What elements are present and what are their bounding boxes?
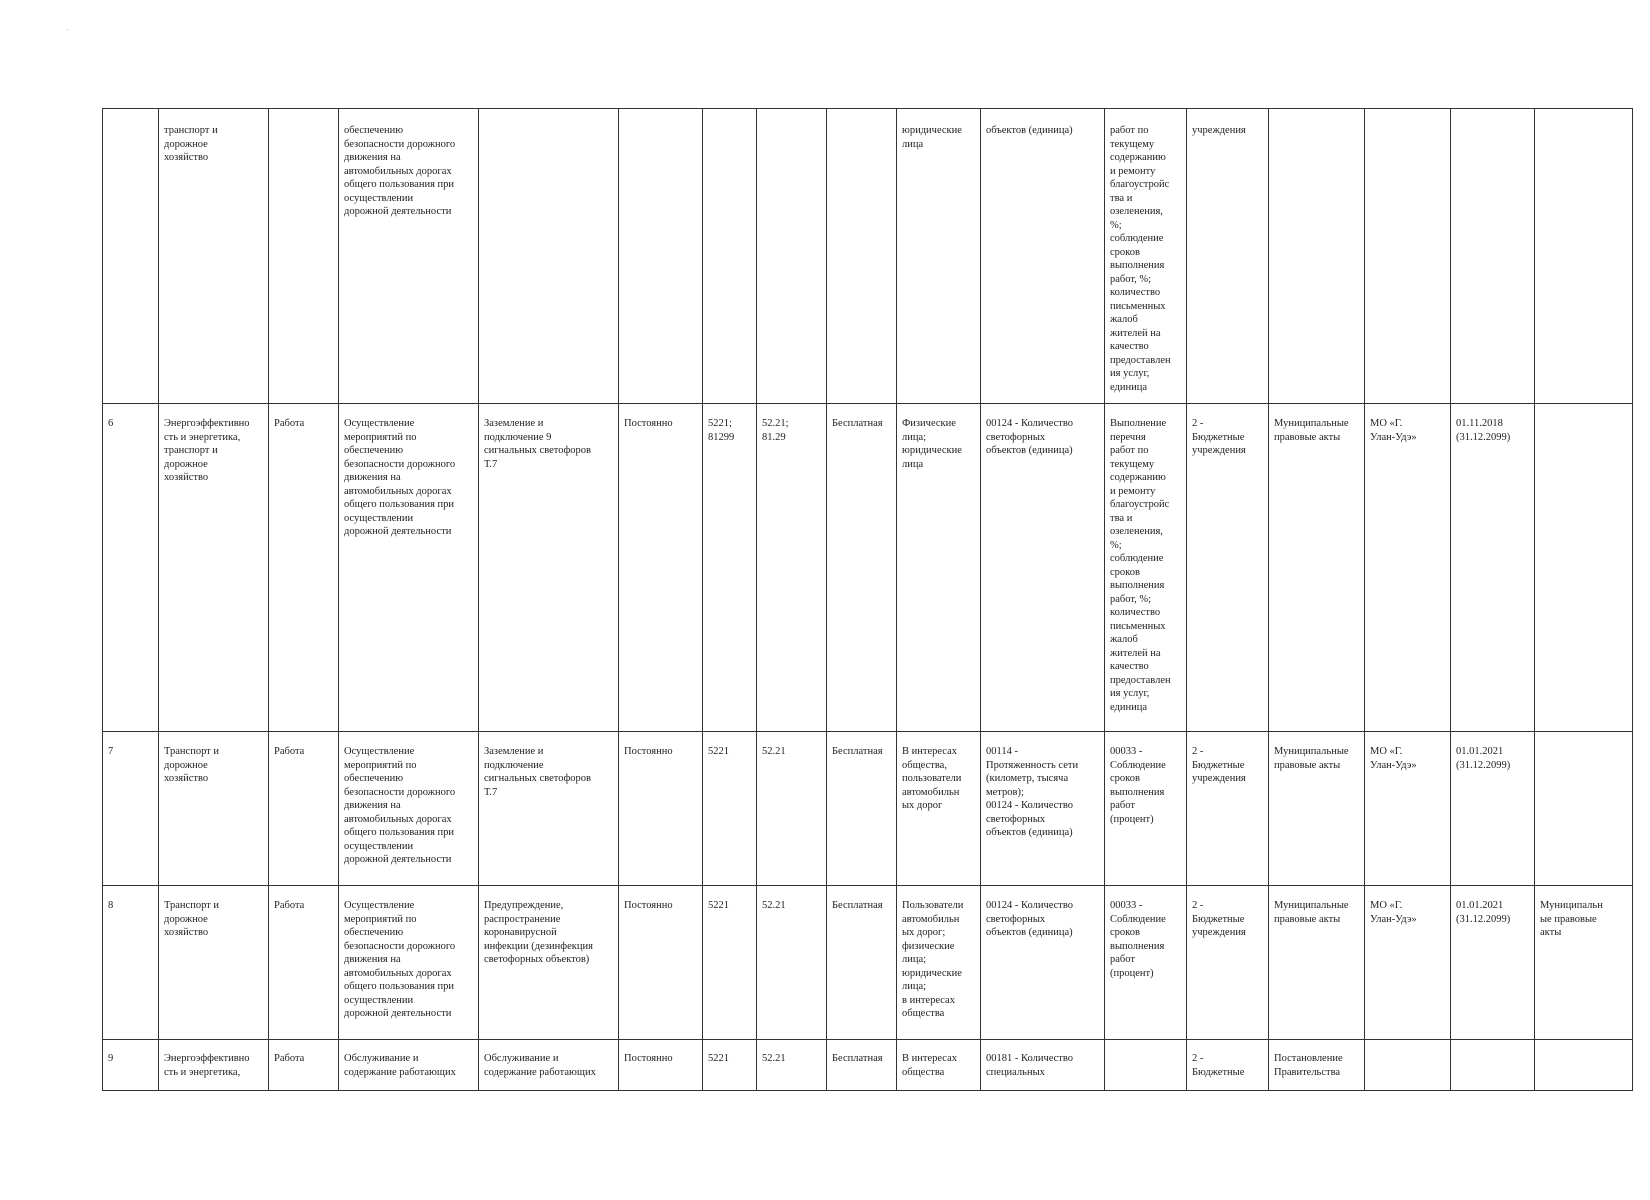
cell-quality-indicator: 00033 - Соблюдение сроков выполнения работ (процент) <box>1105 886 1187 1040</box>
cell-sector: Транспорт и дорожное хозяйство <box>159 886 269 1040</box>
cell-content: Заземление и подключение сигнальных светофоров Т.7 <box>479 732 619 886</box>
cell-period: Постоянно <box>619 1040 703 1091</box>
cell-municipality <box>1365 1040 1451 1091</box>
table-row <box>103 886 1633 1040</box>
cell-okved2-code: 52.21; 81.29 <box>757 404 827 732</box>
cell-dates <box>1451 109 1535 404</box>
cell-dates: 01.01.2021 (31.12.2099) <box>1451 886 1535 1040</box>
cell-municipality: МО «Г. Улан-Удэ» <box>1365 732 1451 886</box>
cell-dates: 01.01.2021 (31.12.2099) <box>1451 732 1535 886</box>
cell-okved-code <box>703 109 757 404</box>
table-row <box>103 1040 1633 1091</box>
cell-consumers: Пользователи автомобильн ых дорог; физические лица; юридические лица; в интересах общества <box>897 886 981 1040</box>
cell-quality-indicator <box>1105 1040 1187 1091</box>
cell-okved-code: 5221; 81299 <box>703 404 757 732</box>
cell-volume-indicator: 00181 - Количество специальных <box>981 1040 1105 1091</box>
cell-service-name: Осуществление мероприятий по обеспечению безопасности дорожного движения на автомобильных дорогах общего пользования при осуществлении дорожной деятельности <box>339 732 479 886</box>
table-row <box>103 404 1633 732</box>
cell-paid-status <box>827 109 897 404</box>
cell-sector: Энергоэффективно сть и энергетика, транспорт и дорожное хозяйство <box>159 404 269 732</box>
cell-number: 9 <box>103 1040 159 1091</box>
cell-institution-type: 2 - Бюджетные учреждения <box>1187 886 1269 1040</box>
cell-notes <box>1535 109 1633 404</box>
cell-consumers: юридические лица <box>897 109 981 404</box>
cell-quality-indicator: работ по текущему содержанию и ремонту благоустройс тва и озеленения, %; соблюдение сроков выполнения работ, %; количество письменных жалоб жителей на качество предоставлен ия услуг, единица <box>1105 109 1187 404</box>
cell-consumers: Физические лица; юридические лица <box>897 404 981 732</box>
cell-volume-indicator: 00114 - Протяженность сети (километр, тысяча метров); 00124 - Количество светофорных объектов (единица) <box>981 732 1105 886</box>
cell-dates <box>1451 1040 1535 1091</box>
cell-type: Работа <box>269 886 339 1040</box>
cell-sector: Транспорт и дорожное хозяйство <box>159 732 269 886</box>
cell-municipality: МО «Г. Улан-Удэ» <box>1365 404 1451 732</box>
cell-institution-type: 2 - Бюджетные <box>1187 1040 1269 1091</box>
cell-number: 6 <box>103 404 159 732</box>
cell-content: Обслуживание и содержание работающих <box>479 1040 619 1091</box>
cell-okved-code: 5221 <box>703 886 757 1040</box>
services-registry-table <box>102 108 1633 1091</box>
cell-service-name: Обслуживание и содержание работающих <box>339 1040 479 1091</box>
cell-type: Работа <box>269 1040 339 1091</box>
cell-period: Постоянно <box>619 886 703 1040</box>
cell-paid-status: Бесплатная <box>827 886 897 1040</box>
cell-notes <box>1535 1040 1633 1091</box>
cell-notes <box>1535 732 1633 886</box>
cell-type: Работа <box>269 404 339 732</box>
cell-content: Заземление и подключение 9 сигнальных светофоров Т.7 <box>479 404 619 732</box>
cell-institution-type: учреждения <box>1187 109 1269 404</box>
cell-legal-basis: Постановление Правительства <box>1269 1040 1365 1091</box>
table-row <box>103 109 1633 404</box>
cell-okved2-code: 52.21 <box>757 886 827 1040</box>
cell-content: Предупреждение, распространение коронавирусной инфекции (дезинфекция светофорных объектов) <box>479 886 619 1040</box>
cell-legal-basis: Муниципальные правовые акты <box>1269 732 1365 886</box>
cell-sector: транспорт и дорожное хозяйство <box>159 109 269 404</box>
cell-paid-status: Бесплатная <box>827 404 897 732</box>
cell-consumers: В интересах общества, пользователи автомобильн ых дорог <box>897 732 981 886</box>
scan-speck: · <box>66 26 69 34</box>
cell-number: 7 <box>103 732 159 886</box>
cell-okved-code: 5221 <box>703 1040 757 1091</box>
cell-type <box>269 109 339 404</box>
cell-legal-basis: Муниципальные правовые акты <box>1269 404 1365 732</box>
cell-okved2-code <box>757 109 827 404</box>
cell-content <box>479 109 619 404</box>
cell-dates: 01.11.2018 (31.12.2099) <box>1451 404 1535 732</box>
cell-municipality: МО «Г. Улан-Удэ» <box>1365 886 1451 1040</box>
cell-notes <box>1535 404 1633 732</box>
table-row <box>103 732 1633 886</box>
cell-consumers: В интересах общества <box>897 1040 981 1091</box>
cell-type: Работа <box>269 732 339 886</box>
cell-volume-indicator: 00124 - Количество светофорных объектов (единица) <box>981 886 1105 1040</box>
cell-okved2-code: 52.21 <box>757 732 827 886</box>
cell-service-name: обеспечению безопасности дорожного движения на автомобильных дорогах общего пользования при осуществлении дорожной деятельности <box>339 109 479 404</box>
cell-municipality <box>1365 109 1451 404</box>
cell-quality-indicator: 00033 - Соблюдение сроков выполнения работ (процент) <box>1105 732 1187 886</box>
cell-institution-type: 2 - Бюджетные учреждения <box>1187 404 1269 732</box>
cell-legal-basis: Муниципальные правовые акты <box>1269 886 1365 1040</box>
cell-volume-indicator: 00124 - Количество светофорных объектов (единица) <box>981 404 1105 732</box>
cell-sector: Энергоэффективно сть и энергетика, <box>159 1040 269 1091</box>
cell-notes: Муниципальн ые правовые акты <box>1535 886 1633 1040</box>
cell-okved-code: 5221 <box>703 732 757 886</box>
cell-paid-status: Бесплатная <box>827 732 897 886</box>
cell-volume-indicator: объектов (единица) <box>981 109 1105 404</box>
cell-service-name: Осуществление мероприятий по обеспечению безопасности дорожного движения на автомобильных дорогах общего пользования при осуществлении дорожной деятельности <box>339 404 479 732</box>
cell-institution-type: 2 - Бюджетные учреждения <box>1187 732 1269 886</box>
cell-okved2-code: 52.21 <box>757 1040 827 1091</box>
cell-number: 8 <box>103 886 159 1040</box>
cell-period <box>619 109 703 404</box>
cell-legal-basis <box>1269 109 1365 404</box>
cell-period: Постоянно <box>619 404 703 732</box>
cell-paid-status: Бесплатная <box>827 1040 897 1091</box>
cell-service-name: Осуществление мероприятий по обеспечению безопасности дорожного движения на автомобильных дорогах общего пользования при осуществлении дорожной деятельности <box>339 886 479 1040</box>
cell-period: Постоянно <box>619 732 703 886</box>
cell-quality-indicator: Выполнение перечня работ по текущему содержанию и ремонту благоустройс тва и озеленения, %; соблюдение сроков выполнения работ, %; количество письменных жалоб жителей на качество предоставлен ия услуг, единица <box>1105 404 1187 732</box>
cell-number <box>103 109 159 404</box>
